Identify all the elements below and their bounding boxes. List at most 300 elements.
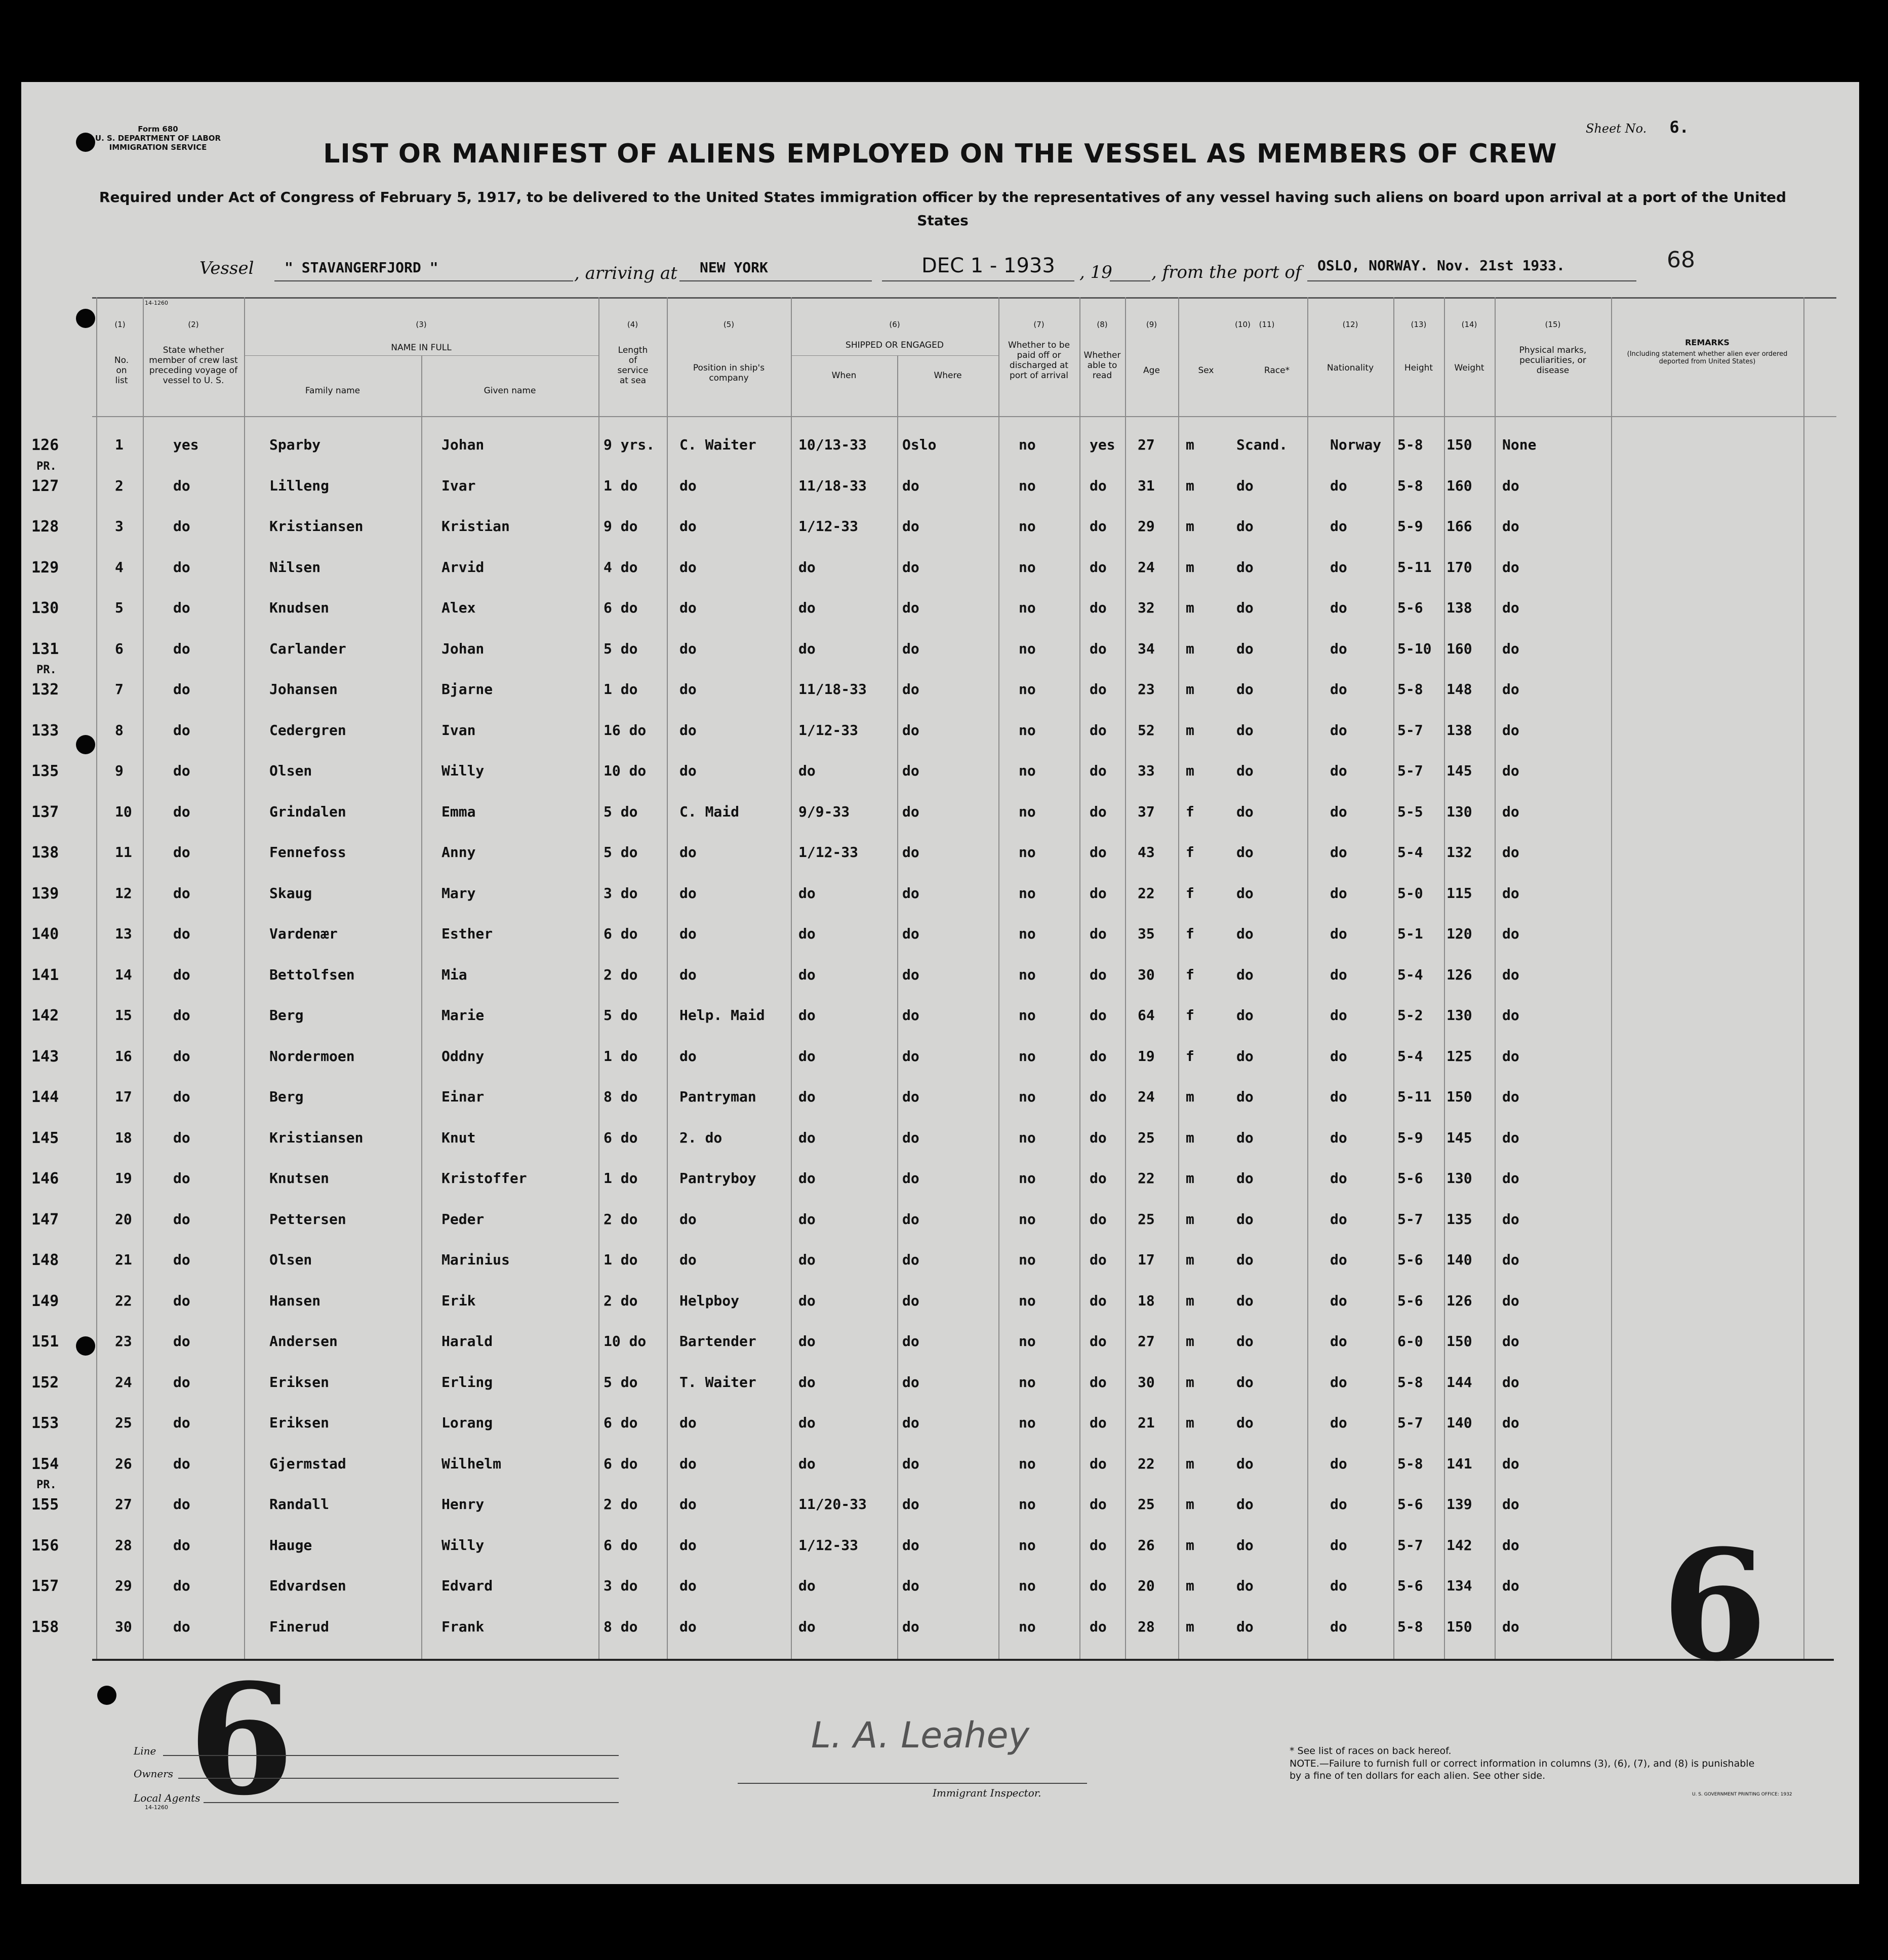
col-12-num: (12) [1342,320,1358,329]
weight: 115 [1447,885,1472,902]
margin-number: 129 [31,559,59,577]
margin-number: 148 [31,1251,59,1269]
col-5-label: Position in ship's company [693,363,765,383]
given-name: Erik [441,1292,476,1309]
physical-marks: do [1502,1129,1519,1146]
row-number: 10 [115,803,132,820]
previous-voyage: do [173,477,190,494]
row-number: 18 [115,1129,132,1146]
shipped-where: do [902,966,919,983]
penalty-note: NOTE.—Failure to furnish full or correct information in columns (3), (6), (7), and (8) is punishable by a fine of ten dollars for each alien. See other side. [1290,1758,1755,1781]
given-name: Harald [441,1333,493,1350]
shipped-when: do [798,1414,816,1431]
position: do [679,518,697,535]
paid-off: no [1019,925,1036,942]
service-length: 6 do [604,1129,638,1146]
sex: m [1186,477,1194,494]
row-number: 6 [115,640,124,657]
able-to-read: do [1090,925,1107,942]
paid-off: no [1019,1455,1036,1472]
shipped-when: 9/9-33 [798,803,850,820]
shipped-when: do [798,1251,816,1268]
service-length: 8 do [604,1618,638,1635]
row-number: 27 [115,1496,132,1513]
sex: m [1186,1211,1194,1228]
given-name: Anny [441,844,476,861]
physical-marks: do [1502,925,1519,942]
sex: m [1186,1618,1194,1635]
family-name: Eriksen [269,1414,330,1431]
nationality: do [1330,803,1347,820]
col-15-num: (15) [1545,320,1561,329]
shipped-where: do [902,1048,919,1065]
given-name: Frank [441,1618,485,1635]
height: 5-7 [1397,1537,1423,1554]
family-name: Hansen [269,1292,321,1309]
weight: 160 [1447,640,1472,657]
service-length: 8 do [604,1088,638,1105]
weight: 145 [1447,762,1472,779]
col-1-num: (1) [114,320,126,329]
physical-marks: do [1502,1537,1519,1554]
given-name: Edvard [441,1577,493,1594]
shipped-where: do [902,681,919,698]
weight: 144 [1447,1374,1472,1391]
nationality: do [1330,925,1347,942]
family-name: Andersen [269,1333,338,1350]
row-number: 29 [115,1577,132,1594]
sex: f [1186,844,1194,861]
remarks-note: (Including statement whether alien ever ordered deported from United States) [1627,350,1788,365]
race: do [1236,1577,1254,1594]
paid-off: no [1019,1333,1036,1350]
family-name: Nordermoen [269,1048,355,1065]
given-name: Emma [441,803,476,820]
col-2-label: State whether member of crew last preceding voyage of vessel to U. S. [149,345,238,386]
able-to-read: do [1090,722,1107,739]
race: do [1236,1455,1254,1472]
nationality: do [1330,1211,1347,1228]
paid-off: no [1019,803,1036,820]
shipped-when: do [798,1374,816,1391]
code-left: 14-1260 [145,300,168,306]
shipped-when: do [798,1577,816,1594]
physical-marks: do [1502,844,1519,861]
paid-off: no [1019,681,1036,698]
sex: m [1186,436,1194,453]
height: 5-6 [1397,599,1423,616]
paid-off: no [1019,1129,1036,1146]
physical-marks: do [1502,1374,1519,1391]
inspector-signature: L. A. Leahey [811,1714,1030,1756]
weight: 125 [1447,1048,1472,1065]
nationality: do [1330,966,1347,983]
race: do [1236,477,1254,494]
previous-voyage: do [173,1537,190,1554]
able-to-read: do [1090,1292,1107,1309]
weight: 150 [1447,1618,1472,1635]
age: 33 [1138,762,1155,779]
able-to-read: do [1090,803,1107,820]
from-port-label: , from the port of [1151,262,1302,282]
paid-off: no [1019,518,1036,535]
col-6-label: SHIPPED OR ENGAGED [846,340,944,350]
col-8-label: Whether able to read [1083,350,1121,381]
punch-hole [76,735,95,754]
physical-marks: do [1502,885,1519,902]
position: Help. Maid [679,1007,765,1024]
col-4-num: (4) [627,320,638,329]
row-number: 5 [115,599,124,616]
physical-marks: do [1502,722,1519,739]
service-length: 2 do [604,1496,638,1513]
position: Pantryboy [679,1170,756,1187]
col-10-num: (10) [1235,320,1251,329]
big-numeral-left: 6 [188,1650,294,1829]
race: do [1236,1129,1254,1146]
height: 5-8 [1397,1455,1423,1472]
sex: m [1186,722,1194,739]
family-name: Knutsen [269,1170,330,1187]
nationality: do [1330,599,1347,616]
position: do [679,1048,697,1065]
previous-voyage: do [173,1577,190,1594]
from-port: OSLO, NORWAY. Nov. 21st 1933. [1317,257,1565,274]
col-2-num: (2) [188,320,199,329]
row-number: 20 [115,1211,132,1228]
shipped-where: do [902,477,919,494]
able-to-read: do [1090,640,1107,657]
age: 25 [1138,1129,1155,1146]
given-name: Esther [441,925,493,942]
position: C. Waiter [679,436,756,453]
shipped-when: do [798,640,816,657]
service-length: 3 do [604,1577,638,1594]
row-number: 21 [115,1251,132,1268]
age: 28 [1138,1618,1155,1635]
shipped-where: do [902,1170,919,1187]
shipped-when: do [798,1292,816,1309]
nationality: do [1330,477,1347,494]
physical-marks: do [1502,966,1519,983]
previous-voyage: do [173,762,190,779]
margin-number: 149 [31,1292,59,1310]
family-name: Hauge [269,1537,312,1554]
sex: m [1186,518,1194,535]
previous-voyage: do [173,640,190,657]
col-11-num: (11) [1259,320,1275,329]
height: 6-0 [1397,1333,1423,1350]
able-to-read: do [1090,1414,1107,1431]
form-office: IMMIGRATION SERVICE [109,143,207,152]
sex: m [1186,640,1194,657]
margin-note: PR. [36,460,57,473]
position: do [679,1496,697,1513]
handwritten-number: 68 [1667,247,1695,273]
position: do [679,1251,697,1268]
able-to-read: do [1090,1577,1107,1594]
nationality: do [1330,1577,1347,1594]
margin-number: 126 [31,436,59,454]
able-to-read: do [1090,1170,1107,1187]
able-to-read: do [1090,518,1107,535]
shipped-when: do [798,1007,816,1024]
height: 5-6 [1397,1496,1423,1513]
height: 5-8 [1397,477,1423,494]
able-to-read: do [1090,1537,1107,1554]
race: do [1236,1333,1254,1350]
family-name: Grindalen [269,803,346,820]
race: do [1236,885,1254,902]
race: do [1236,1618,1254,1635]
given-name: Bjarne [441,681,493,698]
able-to-read: do [1090,1048,1107,1065]
margin-number: 155 [31,1496,59,1514]
able-to-read: yes [1090,436,1115,453]
age: 24 [1138,1088,1155,1105]
age: 64 [1138,1007,1155,1024]
family-name: Carlander [269,640,346,657]
age: 52 [1138,722,1155,739]
age: 30 [1138,1374,1155,1391]
row-number: 15 [115,1007,132,1024]
height: 5-6 [1397,1577,1423,1594]
shipped-when: do [798,1455,816,1472]
shipped-when: do [798,1618,816,1635]
punch-hole [76,309,95,328]
height: 5-8 [1397,1374,1423,1391]
paid-off: no [1019,1577,1036,1594]
col-3-num: (3) [416,320,427,329]
able-to-read: do [1090,1251,1107,1268]
margin-number: 157 [31,1577,59,1595]
sheet-number [1586,117,1689,137]
paid-off: no [1019,436,1036,453]
sex: m [1186,1455,1194,1472]
paid-off: no [1019,1251,1036,1268]
row-number: 1 [115,436,124,453]
col-10-label: Sex [1198,365,1214,376]
able-to-read: do [1090,885,1107,902]
margin-number: 147 [31,1211,59,1229]
race: do [1236,1374,1254,1391]
age: 19 [1138,1048,1155,1065]
race: do [1236,1414,1254,1431]
manifest-sheet [21,82,1859,1884]
row-number: 25 [115,1414,132,1431]
shipped-where: do [902,1292,919,1309]
weight: 130 [1447,803,1472,820]
previous-voyage: do [173,1170,190,1187]
previous-voyage: do [173,681,190,698]
shipped-where: do [902,1577,919,1594]
age: 18 [1138,1292,1155,1309]
family-name: Vardenær [269,925,338,942]
race-note: * See list of races on back hereof. [1290,1745,1452,1757]
weight: 126 [1447,1292,1472,1309]
age: 30 [1138,966,1155,983]
margin-number: 138 [31,844,59,862]
age: 22 [1138,885,1155,902]
previous-voyage: do [173,1414,190,1431]
age: 27 [1138,436,1155,453]
able-to-read: do [1090,844,1107,861]
nationality: do [1330,844,1347,861]
height: 5-8 [1397,436,1423,453]
service-length: 1 do [604,1170,638,1187]
family-name: Kristiansen [269,1129,364,1146]
sex: f [1186,925,1194,942]
shipped-when: do [798,599,816,616]
previous-voyage: do [173,1496,190,1513]
service-length: 3 do [604,885,638,902]
paid-off: no [1019,640,1036,657]
row-number: 26 [115,1455,132,1472]
height: 5-0 [1397,885,1423,902]
able-to-read: do [1090,966,1107,983]
printer-note: U. S. GOVERNMENT PRINTING OFFICE: 1932 [1692,1792,1792,1797]
position: do [679,1414,697,1431]
age: 22 [1138,1170,1155,1187]
weight: 140 [1447,1414,1472,1431]
service-length: 9 yrs. [604,436,655,453]
age: 25 [1138,1211,1155,1228]
service-length: 1 do [604,681,638,698]
service-length: 5 do [604,1374,638,1391]
position: do [679,599,697,616]
shipped-where: do [902,762,919,779]
family-name: Randall [269,1496,330,1513]
year-label: , 19 [1079,262,1112,282]
physical-marks: do [1502,559,1519,576]
shipped-where: do [902,1088,919,1105]
row-number: 14 [115,966,132,983]
paid-off: no [1019,1414,1036,1431]
physical-marks: do [1502,1048,1519,1065]
physical-marks: do [1502,1577,1519,1594]
previous-voyage: do [173,1251,190,1268]
position: do [679,477,697,494]
height: 5-7 [1397,722,1423,739]
able-to-read: do [1090,1618,1107,1635]
shipped-when: 1/12-33 [798,1537,859,1554]
able-to-read: do [1090,681,1107,698]
paid-off: no [1019,599,1036,616]
age: 31 [1138,477,1155,494]
previous-voyage: do [173,518,190,535]
service-length: 16 do [604,722,647,739]
race: do [1236,803,1254,820]
age: 34 [1138,640,1155,657]
vessel-label: Vessel [199,258,254,278]
punch-hole [97,1686,116,1705]
col-3-label: NAME IN FULL [391,343,452,353]
margin-number: 132 [31,681,59,699]
able-to-read: do [1090,1333,1107,1350]
shipped-when: do [798,925,816,942]
shipped-when: do [798,1333,816,1350]
position: do [679,559,697,576]
service-length: 5 do [604,844,638,861]
race: do [1236,1496,1254,1513]
nationality: do [1330,1537,1347,1554]
paid-off: no [1019,1088,1036,1105]
physical-marks: do [1502,1618,1519,1635]
row-number: 3 [115,518,124,535]
shipped-where: do [902,640,919,657]
previous-voyage: do [173,1333,190,1350]
row-number: 23 [115,1333,132,1350]
nationality: do [1330,1129,1347,1146]
previous-voyage: do [173,885,190,902]
margin-number: 128 [31,518,59,536]
margin-note: PR. [36,664,57,676]
height: 5-6 [1397,1251,1423,1268]
previous-voyage: do [173,1455,190,1472]
weight: 148 [1447,681,1472,698]
service-length: 6 do [604,599,638,616]
shipped-when: do [798,1088,816,1105]
height: 5-6 [1397,1292,1423,1309]
col-6-where: Where [934,371,962,381]
col-15-label: Physical marks, peculiarities, or disease [1519,345,1587,376]
margin-number: 158 [31,1618,59,1636]
race: do [1236,722,1254,739]
paid-off: no [1019,1211,1036,1228]
height: 5-7 [1397,762,1423,779]
col-6-num: (6) [889,320,900,329]
weight: 138 [1447,722,1472,739]
able-to-read: do [1090,1129,1107,1146]
age: 17 [1138,1251,1155,1268]
weight: 120 [1447,925,1472,942]
nationality: do [1330,1251,1347,1268]
height: 5-9 [1397,518,1423,535]
shipped-when: do [798,1170,816,1187]
col-9-num: (9) [1146,320,1157,329]
position: do [679,1618,697,1635]
position: 2. do [679,1129,722,1146]
col-14-label: Weight [1454,363,1484,373]
shipped-where: do [902,518,919,535]
given-name: Willy [441,1537,485,1554]
height: 5-5 [1397,803,1423,820]
weight: 141 [1447,1455,1472,1472]
race: Scand. [1236,436,1288,453]
age: 23 [1138,681,1155,698]
height: 5-10 [1397,640,1432,657]
service-length: 5 do [604,803,638,820]
able-to-read: do [1090,1088,1107,1105]
paid-off: no [1019,966,1036,983]
col-12-label: Nationality [1327,363,1374,373]
sex: m [1186,1374,1194,1391]
sex: m [1186,1170,1194,1187]
family-name: Fennefoss [269,844,346,861]
shipped-when: 1/12-33 [798,722,859,739]
margin-note: PR. [36,1479,57,1491]
sex: m [1186,1577,1194,1594]
paid-off: no [1019,1292,1036,1309]
big-numeral-right: 6 [1662,1516,1768,1695]
inspector-label: Immigrant Inspector. [933,1787,1041,1799]
paid-off: no [1019,885,1036,902]
nationality: do [1330,559,1347,576]
given-name: Wilhelm [441,1455,502,1472]
margin-number: 131 [31,640,59,658]
height: 5-1 [1397,925,1423,942]
weight: 150 [1447,1333,1472,1350]
